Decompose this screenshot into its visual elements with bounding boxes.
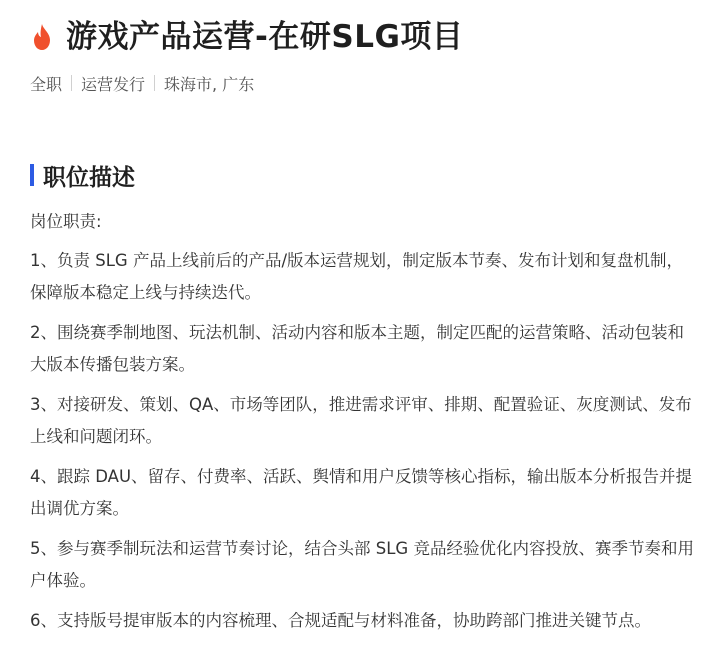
meta-divider bbox=[71, 75, 72, 91]
job-category: 运营发行 bbox=[81, 74, 146, 94]
meta-divider bbox=[154, 75, 155, 91]
job-location: 珠海市, 广东 bbox=[164, 74, 255, 94]
duty-item: 6、支持版号提审版本的内容梳理、合规适配与材料准备，协助跨部门推进关键节点。 bbox=[30, 611, 651, 630]
responsibilities-label: 岗位职责: bbox=[30, 212, 102, 231]
duty-item: 2、围绕赛季制地图、玩法机制、活动内容和版本主题，制定匹配的运营策略、活动包装和大版本传播包装方案。 bbox=[30, 323, 684, 374]
job-header bbox=[30, 14, 702, 60]
section-header bbox=[30, 160, 702, 190]
duty-item: 1、负责 SLG 产品上线前后的产品/版本运营规划，制定版本节奏、发布计划和复盘机制，保障版本稳定上线与持续迭代。 bbox=[30, 251, 683, 302]
section-title: 职位描述 bbox=[43, 164, 135, 191]
job-title: 游戏产品运营-在研SLG项目 bbox=[66, 19, 464, 55]
flame-icon bbox=[30, 23, 54, 51]
job-detail-page bbox=[30, 14, 702, 645]
duty-item: 5、参与赛季制玩法和运营节奏讨论，结合头部 SLG 竞品经验优化内容投放、赛季节奏和用户体验。 bbox=[30, 539, 694, 590]
employment-type: 全职 bbox=[30, 74, 63, 94]
job-description bbox=[30, 207, 702, 637]
duty-item: 4、跟踪 DAU、留存、付费率、活跃、舆情和用户反馈等核心指标，输出版本分析报告并提出调优方案。 bbox=[30, 467, 693, 518]
job-meta bbox=[30, 70, 702, 96]
section-accent-bar bbox=[30, 164, 34, 186]
duty-item: 3、对接研发、策划、QA、市场等团队，推进需求评审、排期、配置验证、灰度测试、发布上线和问题闭环。 bbox=[30, 395, 692, 446]
